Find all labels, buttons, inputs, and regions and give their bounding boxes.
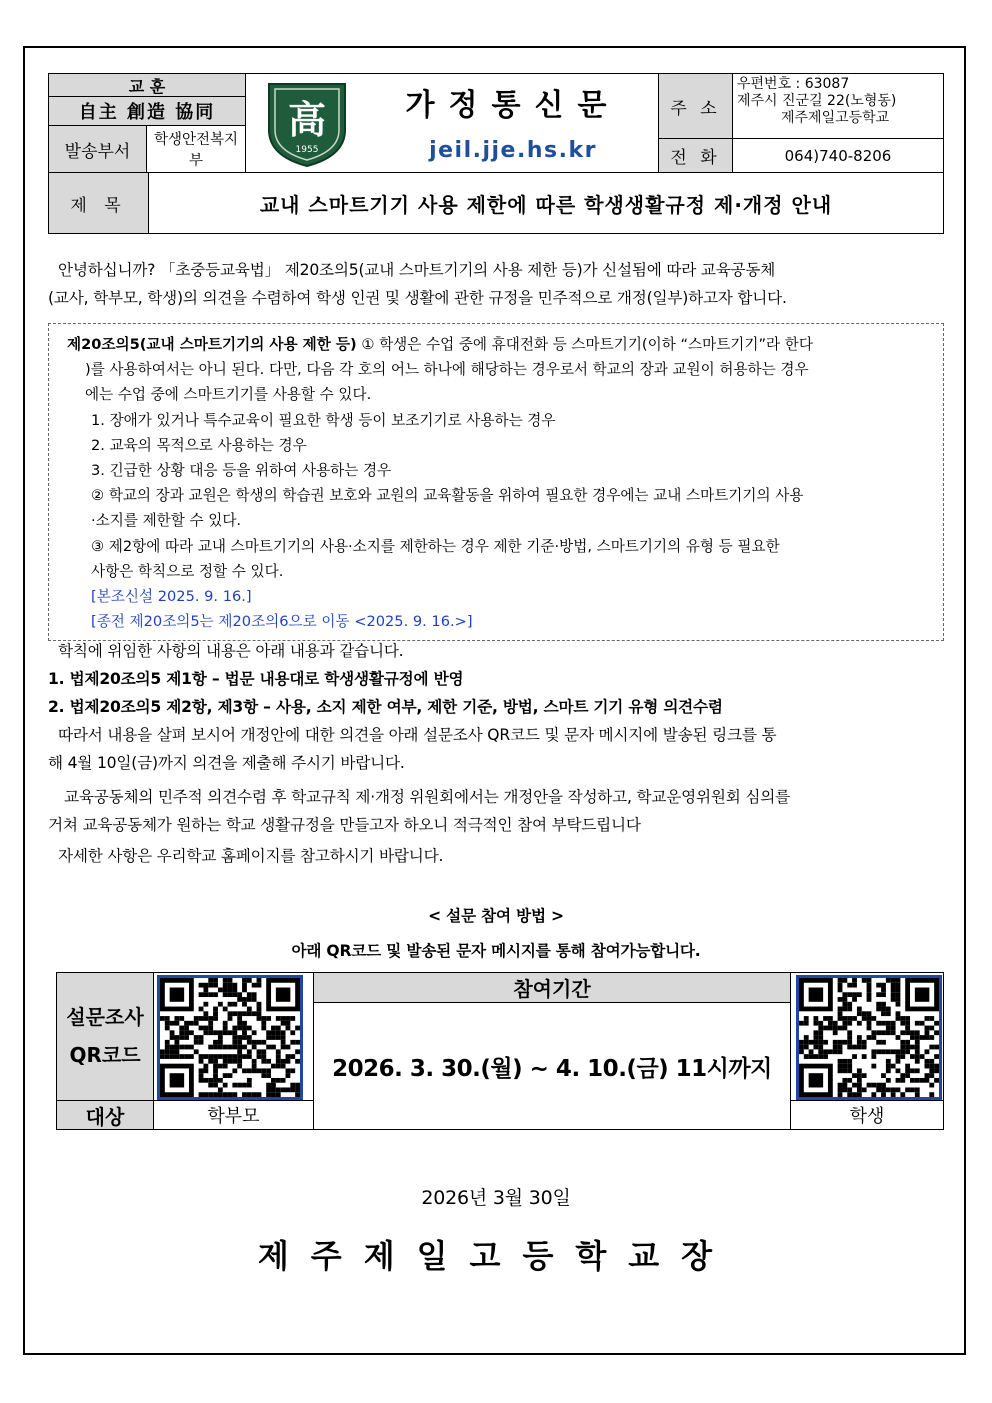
para2-line2: 거쳐 교육공동체가 원하는 학교 생활규정을 만들고자 하오니 적극적인 참여 부탁드립니다 bbox=[48, 816, 641, 834]
law-line: ③ 제2항에 따라 교내 스마트기기의 사용·소지를 제한하는 경우 제한 기준·방법, 스마트기기의 유형 등 필요한 bbox=[91, 537, 780, 555]
address-line-1: 우편번호 : 63087 bbox=[737, 76, 850, 92]
para1-line1: 따라서 내용을 살펴 보시어 개정안에 대한 의견을 아래 설문조사 QR코드 및 문자 메시지에 발송된 링크를 통 bbox=[58, 726, 777, 744]
para1-line2: 해 4월 10일(금)까지 의견을 제출해 주시기 바랍니다. bbox=[48, 754, 405, 772]
logo-char: 高 bbox=[287, 97, 327, 142]
subject-label: 제 목 bbox=[48, 172, 149, 234]
law-line: 2. 교육의 목적으로 사용하는 경우 bbox=[91, 436, 307, 454]
address-line-3: 제주제일고등학교 bbox=[781, 110, 890, 126]
intro-line-2: (교사, 학부모, 학생)의 의견을 수렴하여 학생 인권 및 생활에 관한 규정을 민주적으로 개정(일부)하고자 합니다. bbox=[48, 289, 787, 307]
law-line: 3. 긴급한 상황 대응 등을 위하여 사용하는 경우 bbox=[91, 462, 392, 480]
school-logo-icon bbox=[261, 78, 353, 168]
delegated-text: 학칙에 위임한 사항의 내용은 아래 내용과 같습니다. bbox=[58, 642, 404, 660]
survey-subheading: 아래 QR코드 및 발송된 문자 메시지를 통해 참여가능합니다. bbox=[291, 942, 701, 960]
target-parent: 학부모 bbox=[153, 1100, 314, 1130]
website-link[interactable]: jeil.jje.hs.kr bbox=[368, 128, 659, 173]
para3: 자세한 사항은 우리학교 홈페이지를 참고하시기 바랍니다. bbox=[58, 847, 444, 865]
motto-label: 교 훈 bbox=[48, 73, 246, 97]
logo-area bbox=[245, 73, 369, 173]
qr-code-icon bbox=[799, 978, 939, 1097]
logo-year: 1955 bbox=[295, 145, 319, 155]
survey-heading: < 설문 참여 방법 > bbox=[428, 907, 564, 925]
student-qr-code[interactable] bbox=[796, 975, 942, 1100]
parent-qr-code[interactable] bbox=[157, 975, 303, 1100]
target-label: 대상 bbox=[56, 1100, 154, 1130]
period-value: 2026. 3. 30.(월) ~ 4. 10.(금) 11시까지 bbox=[313, 1002, 791, 1130]
law-line: 사항은 학칙으로 정할 수 있다. bbox=[91, 562, 284, 580]
signature: 제주제일고등학교장 bbox=[257, 1237, 735, 1275]
address-line-2: 제주시 진군길 22(노형동) bbox=[737, 93, 897, 109]
law-note-enacted: [본조신설 2025. 9. 16.] bbox=[91, 588, 252, 606]
law-line: ① 학생은 수업 중에 휴대전화 등 스마트기기(이하 “스마트기기”라 한다 bbox=[356, 336, 813, 353]
motto: 自主 創造 協同 bbox=[48, 96, 246, 126]
phone-value: 064)740-8206 bbox=[732, 138, 944, 173]
para2-line1: 교육공동체의 민주적 의견수렴 후 학교규칙 제·개정 위원회에서는 개정안을 작성하고, 학교운영위원회 심의를 bbox=[64, 788, 790, 806]
period-label: 참여기간 bbox=[313, 972, 791, 1003]
qr-code-icon bbox=[160, 978, 300, 1097]
qr-label-cell bbox=[56, 972, 154, 1101]
qr-label-2: QR코드 bbox=[69, 1043, 141, 1067]
header-table bbox=[48, 73, 944, 234]
newsletter-title: 가정통신문 bbox=[368, 73, 659, 129]
law-line: 1. 장애가 있거나 특수교육이 필요한 학생 등이 보조기기로 사용하는 경우 bbox=[91, 411, 556, 429]
dept-value: 학생안전복지부 bbox=[146, 125, 246, 173]
law-line: ·소지를 제한할 수 있다. bbox=[91, 512, 242, 530]
law-line: ② 학교의 장과 교원은 학생의 학습권 보호와 교원의 교육활동을 위하여 필요한 경우에는 교내 스마트기기의 사용 bbox=[91, 487, 804, 505]
law-heading: 제20조의5(교내 스마트기기의 사용 제한 등) bbox=[67, 336, 357, 353]
qr-label-1: 설문조사 bbox=[66, 1005, 144, 1029]
item-2: 2. 법제20조의5 제2항, 제3항 – 사용, 소지 제한 여부, 제한 기준, 방법, 스마트 기기 유형 의견수렴 bbox=[48, 698, 723, 716]
phone-label: 전 화 bbox=[658, 138, 733, 173]
address-label: 주 소 bbox=[658, 73, 733, 139]
law-excerpt-box bbox=[48, 323, 944, 641]
target-student: 학생 bbox=[790, 1100, 944, 1130]
intro-line-1: 안녕하십니까? 「초중등교육법」 제20조의5(교내 스마트기기의 사용 제한 등)가 신설됨에 따라 교육공동체 bbox=[58, 261, 776, 279]
item-1: 1. 법제20조의5 제1항 – 법문 내용대로 학생생활규정에 반영 bbox=[48, 670, 464, 688]
issue-date: 2026년 3월 30일 bbox=[421, 1187, 571, 1209]
address-value bbox=[732, 73, 944, 139]
law-line: 에는 수업 중에 스마트기기를 사용할 수 있다. bbox=[85, 386, 372, 404]
subject-value: 교내 스마트기기 사용 제한에 따른 학생생활규정 제·개정 안내 bbox=[148, 172, 944, 234]
law-note-moved: [종전 제20조의5는 제20조의6으로 이동 <2025. 9. 16.>] bbox=[91, 613, 473, 631]
law-line: )를 사용하여서는 아니 된다. 다만, 다음 각 호의 어느 하나에 해당하는 경우로서 학교의 장과 교원이 허용하는 경우 bbox=[85, 361, 809, 379]
dept-label: 발송부서 bbox=[48, 125, 147, 173]
